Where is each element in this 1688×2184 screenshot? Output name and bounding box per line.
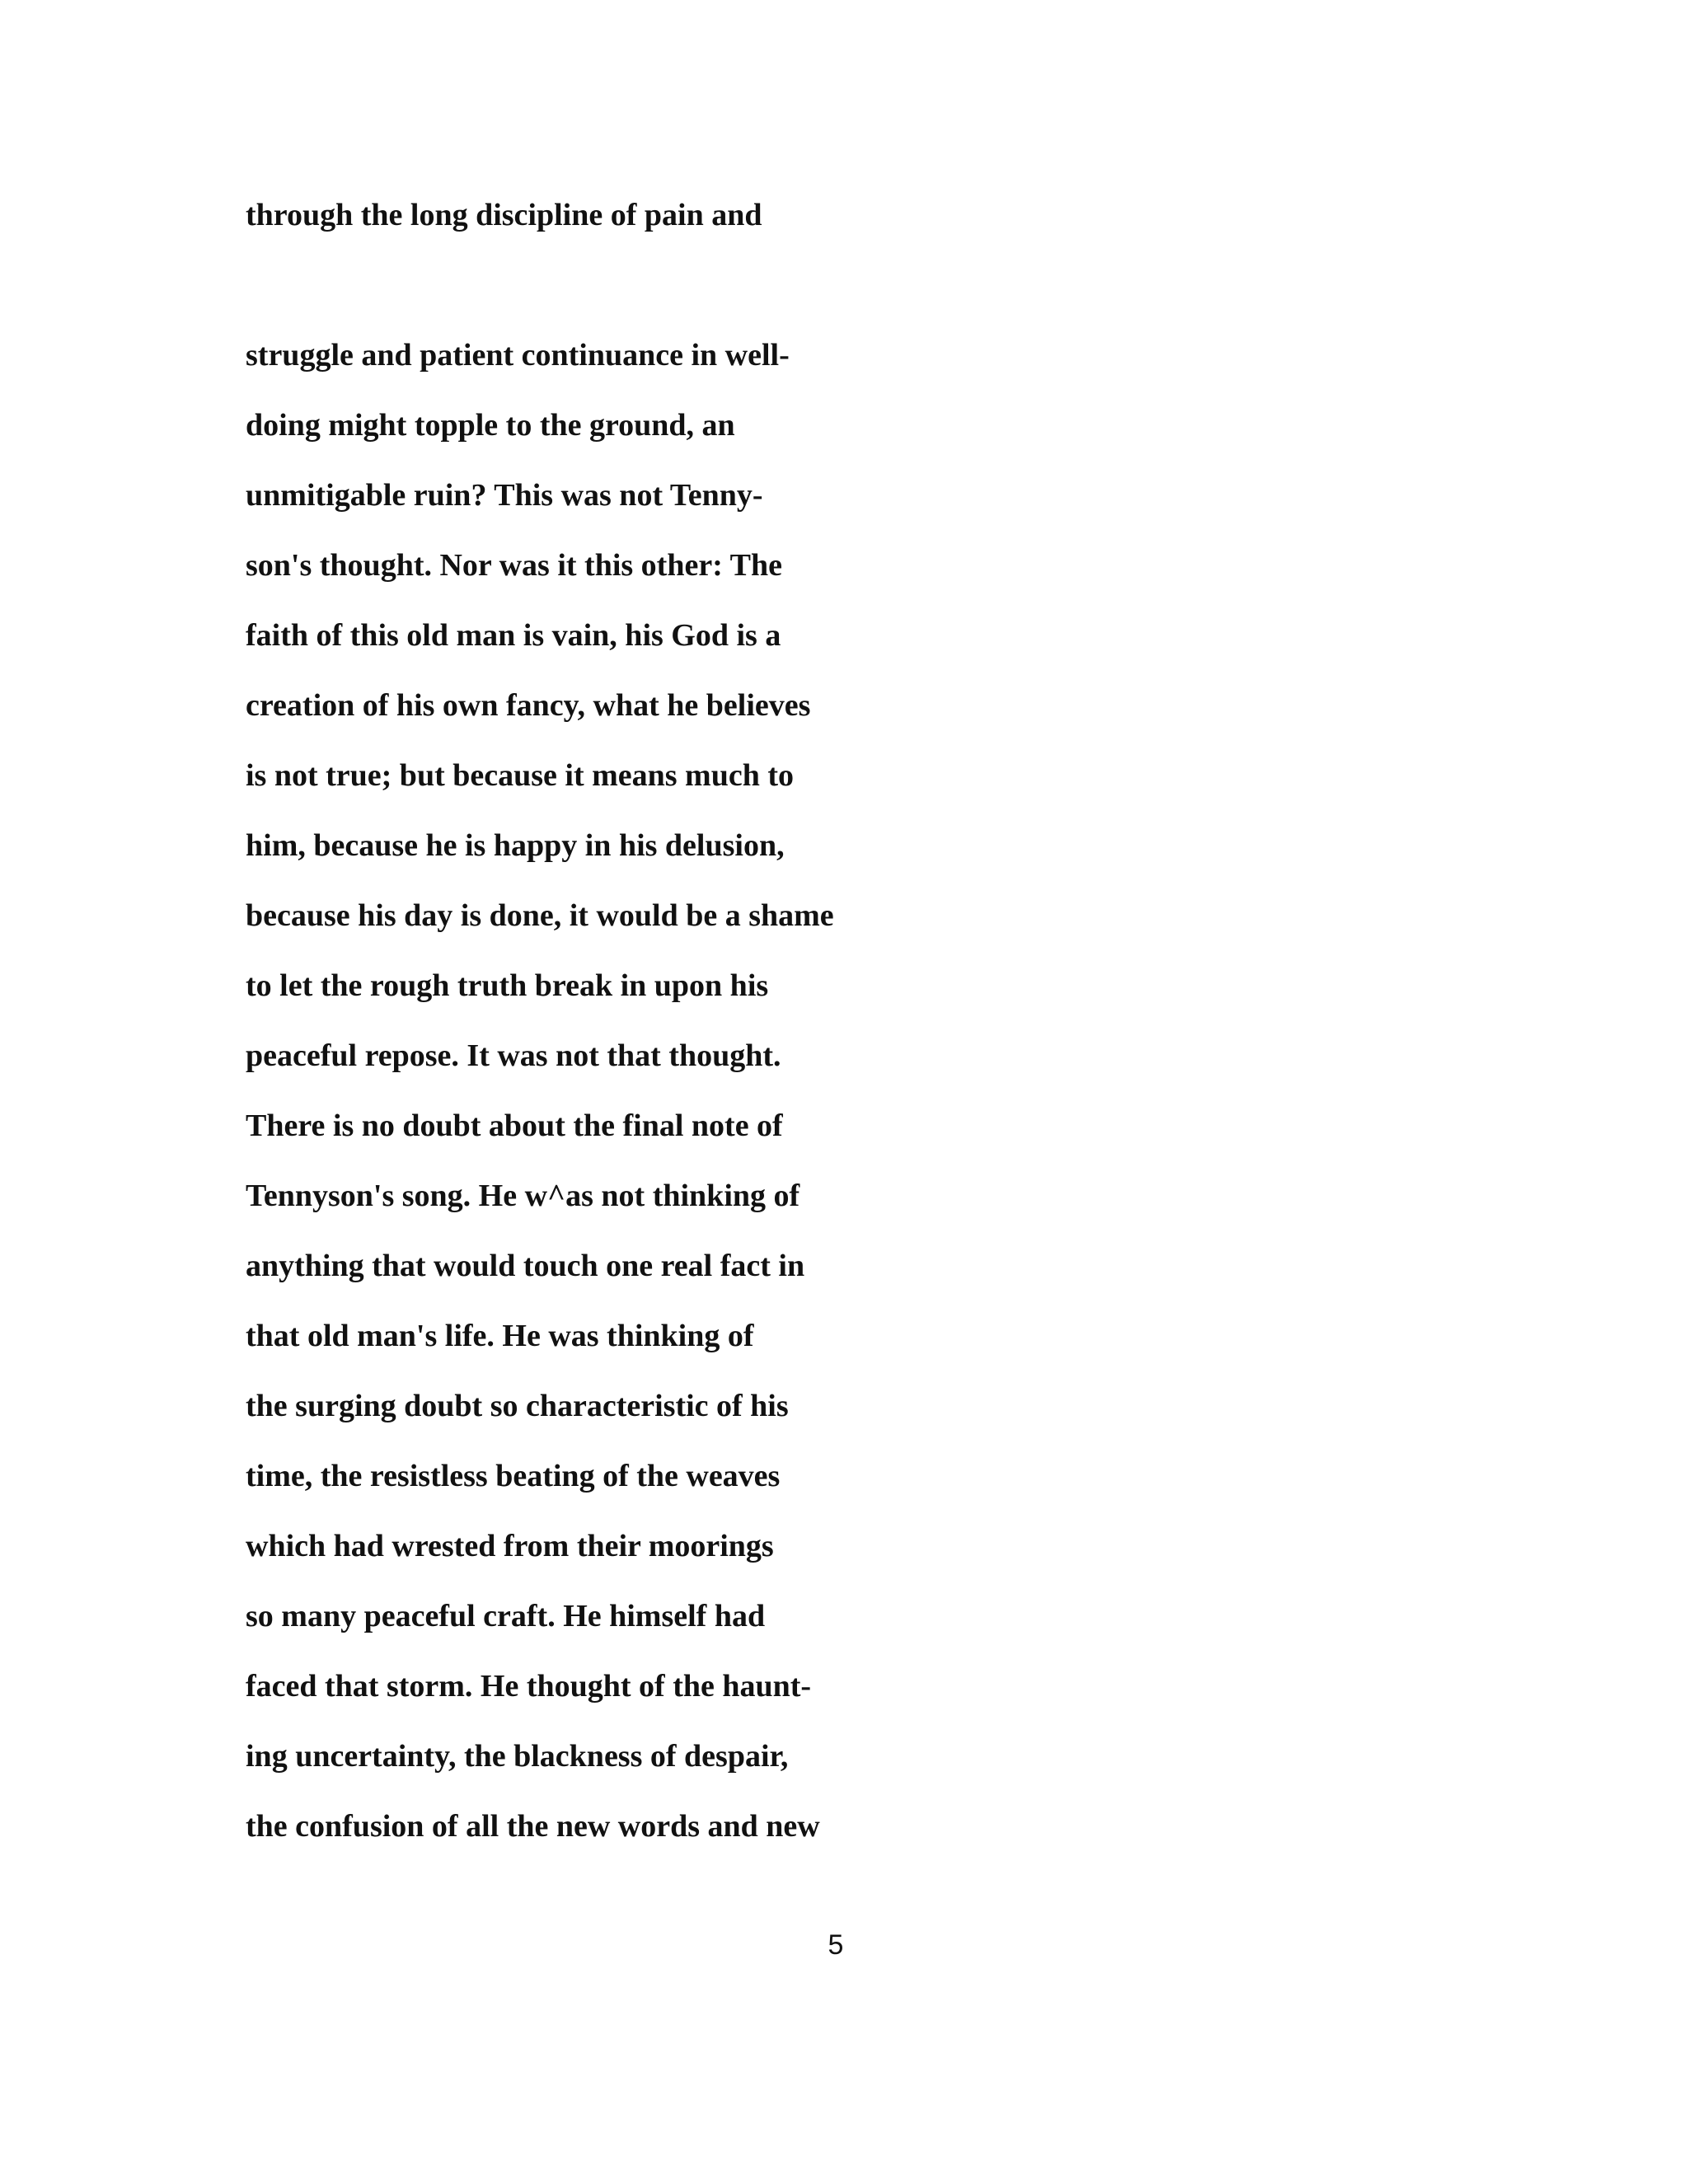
text-line: faced that storm. He thought of the haunt- — [246, 1669, 812, 1704]
text-line: There is no doubt about the final note of — [246, 1108, 783, 1143]
text-line: him, because he is happy in his delusion, — [246, 828, 785, 863]
text-line: the surging doubt so characteristic of his — [246, 1389, 789, 1423]
text-line: peaceful repose. It was not that thought. — [246, 1038, 781, 1073]
text-line: unmitigable ruin? This was not Tenny- — [246, 478, 763, 513]
text-line: because his day is done, it would be a shame — [246, 898, 834, 933]
text-line: Tennyson's song. He w^as not thinking of — [246, 1179, 800, 1213]
text-line: son's thought. Nor was it this other: The — [246, 548, 783, 583]
text-line: the confusion of all the new words and new — [246, 1809, 820, 1844]
text-line: faith of this old man is vain, his God is a — [246, 618, 781, 653]
text-line: to let the rough truth break in upon his — [246, 968, 769, 1003]
text-line: ing uncertainty, the blackness of despair, — [246, 1739, 789, 1774]
text-line: is not true; but because it means much to — [246, 758, 794, 793]
text-line: which had wrested from their moorings — [246, 1529, 774, 1563]
text-line: through the long discipline of pain and — [246, 198, 762, 232]
text-line: that old man's life. He was thinking of — [246, 1319, 754, 1353]
text-line: doing might topple to the ground, an — [246, 408, 735, 443]
text-line: so many peaceful craft. He himself had — [246, 1599, 766, 1633]
text-line: struggle and patient continuance in well- — [246, 338, 790, 373]
text-line: time, the resistless beating of the weaves — [246, 1459, 781, 1493]
text-line: anything that would touch one real fact in — [246, 1249, 805, 1283]
text-line: creation of his own fancy, what he believes — [246, 688, 811, 723]
page-number: 5 — [828, 1929, 844, 1961]
